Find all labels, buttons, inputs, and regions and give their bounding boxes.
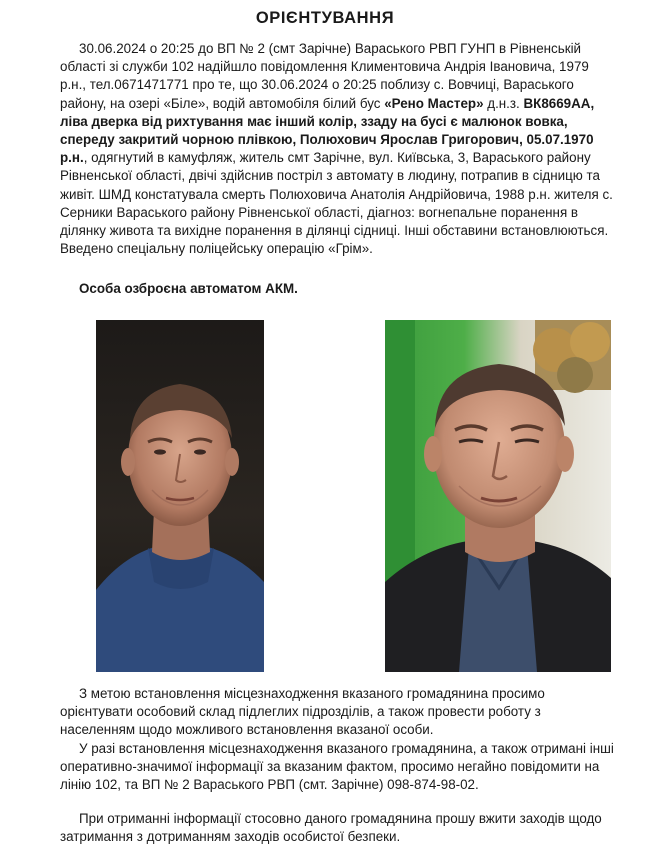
incident-text-2: д.н.з. [487, 95, 520, 111]
armed-warning: Особа озброєна автоматом АКМ. [79, 281, 298, 296]
request-report: У разі встановлення місцезнаходження вказаного громадянина, а також отримані інші оперативно-значимої інформації за вказаним фактом, просимо негайно повідомити на лінію 102, та ВП № 2 Вараського РВП (смт. Зарічне) 098-874-98-02. [60, 741, 614, 793]
suspect-photo-left [96, 320, 264, 672]
incident-text-1: 30.06.2024 о 20:25 до ВП № 2 (смт Зарічне) Вараського РВП ГУНП в Рівненській області зі служби 102 надійшло повідомлення Климентовича Андрія Івановича, 1979 р.н., тел.0671471771 про те, що 30.06.2024 о 20:25 поблизу с. Вовчиці, Вараського району, на озері «Біле», водій автомобіля білий бус [60, 41, 589, 111]
request-locate: З метою встановлення місцезнаходження вказаного громадянина просимо орієнтувати особовий склад підлеглих підрозділів, а також провести роботу з населенням щодо можливого встановлення вказаної особи. [60, 686, 545, 738]
safety-note: При отриманні інформації стосовно даного громадянина прошу вжити заходів щодо затримання з дотриманням заходів особистої безпеки. [60, 811, 602, 845]
vehicle-model: «Рено Мастер» [384, 95, 484, 111]
suspect-details: ВК8669АА, ліва дверка від рихтування має інший колір, ззаду на бусі є малюнок вовка, спереду закритий чорною плівкою, Полюхович Ярослав Григорович, 05.07.1970 р.н. [60, 95, 595, 166]
document-title: ОРІЄНТУВАННЯ [255, 9, 395, 27]
suspect-photo-right [385, 320, 611, 672]
incident-description [60, 40, 618, 258]
incident-text-3: , одягнутий в камуфляж, житель смт Зарічне, вул. Київська, 3, Вараського району Рівненської області, двічі здійснив постріл з автомату в людину, потрапив в сідницю та живіт. ШМД констатувала смерть Полюховича Анатолія Андрійовича, 1988 р.н. жителя с. Серники Вараського району Рівненської області, діагноз: вогнепальне поранення в ділянку живота та вихідне поранення в ділянці сідниці. Інші обставини встановлюються. Введено спеціальну поліцейську операцію «Грім». [60, 150, 613, 257]
